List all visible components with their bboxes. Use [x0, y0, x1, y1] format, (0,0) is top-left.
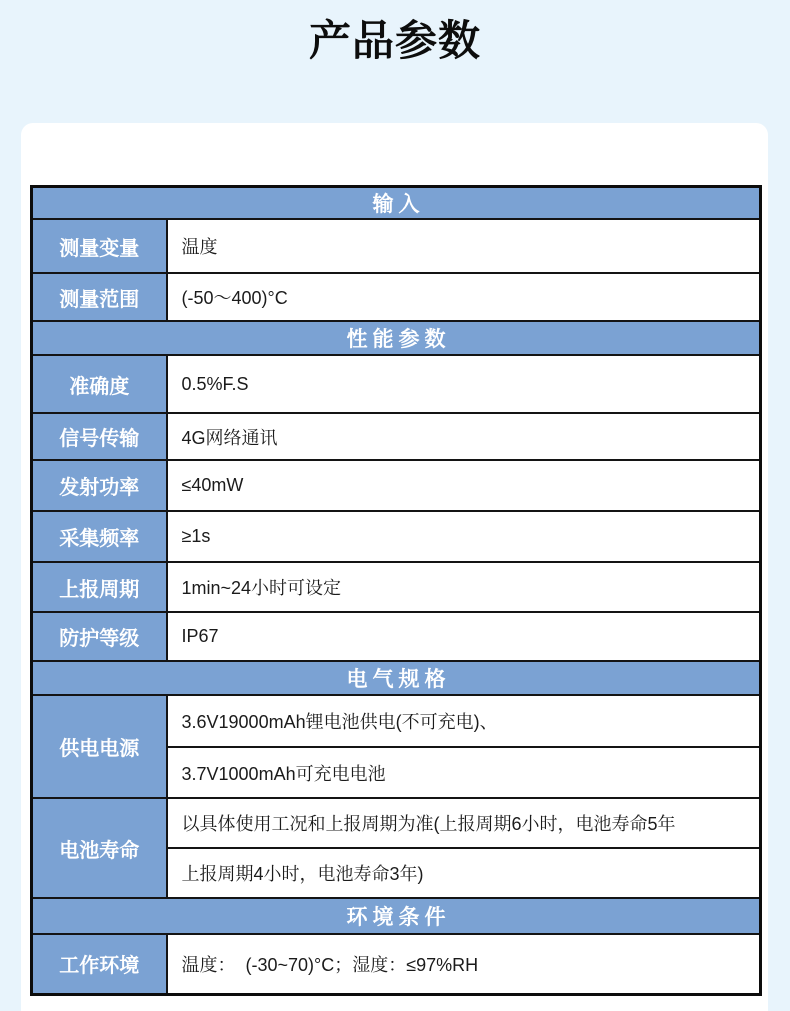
table-section-header-row [32, 661, 761, 695]
row-label-battery-life: 电池寿命 [32, 798, 167, 898]
table-row [32, 355, 761, 413]
table-row [32, 219, 761, 273]
table-row [32, 612, 761, 661]
spec-card [21, 123, 768, 1011]
spec-table [30, 185, 762, 996]
section-header-electrical: 电气规格 [32, 661, 761, 695]
table-row [32, 413, 761, 460]
row-label-protection-rating: 防护等级 [32, 612, 167, 661]
table-section-header-row [32, 321, 761, 355]
page-title: 产品参数 [308, 17, 481, 64]
table-row [32, 460, 761, 511]
row-value-battery-life-line2: 上报周期4小时，电池寿命3年) [167, 848, 761, 898]
section-header-environment: 环境条件 [32, 898, 761, 934]
row-label-power-supply: 供电电源 [32, 695, 167, 798]
table-row [32, 934, 761, 994]
row-value-measured-variable: 温度 [167, 219, 761, 273]
row-value-measure-range: (-50〜400)°C [167, 273, 761, 321]
row-label-sampling-rate: 采集频率 [32, 511, 167, 562]
row-label-working-environment: 工作环境 [32, 934, 167, 994]
row-value-accuracy: 0.5%F.S [167, 355, 761, 413]
row-value-report-period: 1min~24小时可设定 [167, 562, 761, 612]
row-value-sampling-rate: ≥1s [167, 511, 761, 562]
row-value-transmit-power: ≤40mW [167, 460, 761, 511]
table-section-header-row [32, 187, 761, 220]
row-label-measure-range: 测量范围 [32, 273, 167, 321]
row-value-battery-life-line1: 以具体使用工况和上报周期为准(上报周期6小时，电池寿命5年 [167, 798, 761, 848]
section-header-performance: 性能参数 [32, 321, 761, 355]
row-label-measured-variable: 测量变量 [32, 219, 167, 273]
section-header-input: 输入 [32, 187, 761, 220]
row-value-signal-transmission: 4G网络通讯 [167, 413, 761, 460]
row-value-power-supply-line1: 3.6V19000mAh锂电池供电(不可充电)、 [167, 695, 761, 747]
table-row [32, 798, 761, 848]
row-label-report-period: 上报周期 [32, 562, 167, 612]
table-row [32, 695, 761, 747]
row-label-signal-transmission: 信号传输 [32, 413, 167, 460]
table-row [32, 273, 761, 321]
row-label-transmit-power: 发射功率 [32, 460, 167, 511]
table-row [32, 562, 761, 612]
row-value-power-supply-line2: 3.7V1000mAh可充电电池 [167, 747, 761, 798]
row-value-working-environment: 温度： (-30~70)°C；湿度：≤97%RH [167, 934, 761, 994]
table-section-header-row [32, 898, 761, 934]
row-label-accuracy: 准确度 [32, 355, 167, 413]
row-value-protection-rating: IP67 [167, 612, 761, 661]
table-row [32, 511, 761, 562]
